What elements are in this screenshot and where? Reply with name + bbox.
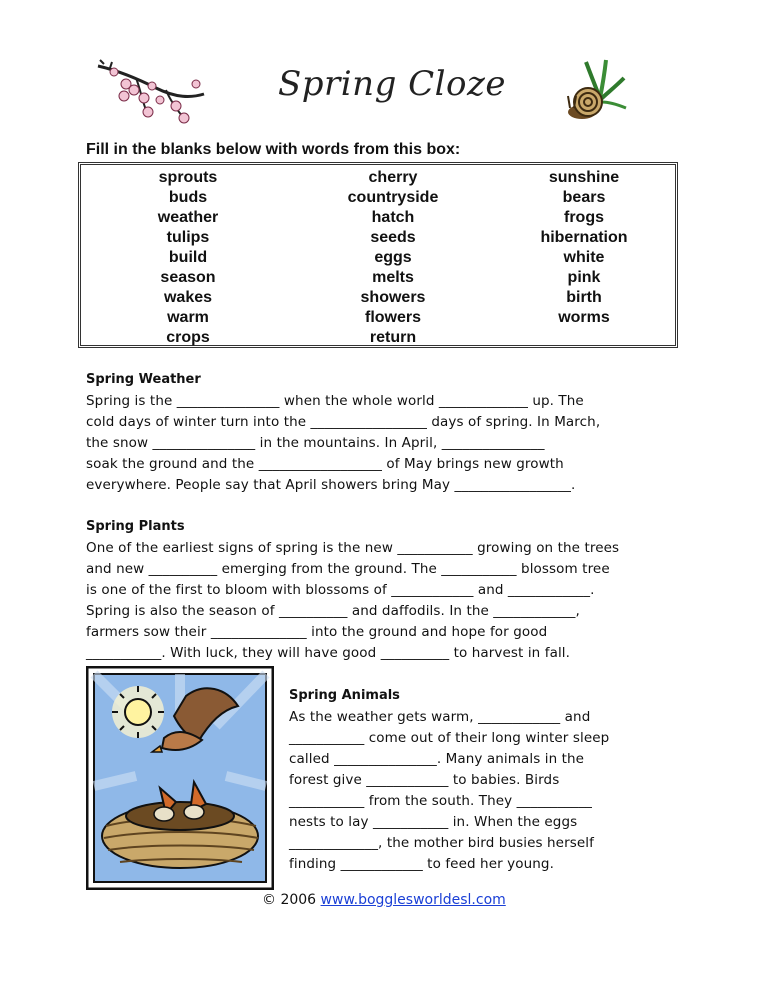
- text-line: finding ____________ to feed her young.: [289, 856, 554, 872]
- word: worms: [558, 309, 610, 326]
- text-line: cold days of winter turn into the _________________ days of spring. In March,: [86, 414, 601, 430]
- word-column-2: [298, 168, 488, 348]
- text-line: One of the earliest signs of spring is the new ___________ growing on the trees: [86, 540, 620, 556]
- instructions: Fill in the blanks below with words from this box:: [86, 141, 461, 158]
- page-title: Spring Cloze: [278, 64, 507, 104]
- text-line: ___________. With luck, they will have good __________ to harvest in fall.: [86, 645, 571, 661]
- text-line: nests to lay ___________ in. When the eggs: [289, 814, 578, 830]
- word: bears: [562, 189, 606, 206]
- text-line: ___________ come out of their long winter sleep: [289, 730, 610, 746]
- word: sunshine: [548, 169, 620, 186]
- word: weather: [157, 209, 219, 226]
- copyright-text: © 2006: [262, 892, 317, 908]
- word: frogs: [564, 209, 604, 226]
- text-line: soak the ground and the __________________ of May brings new growth: [86, 456, 564, 472]
- text-line: called _______________. Many animals in the: [289, 751, 585, 767]
- text-line: farmers sow their ______________ into the ground and hope for good: [86, 624, 548, 640]
- text-line: Spring is also the season of __________ and daffodils. In the ____________,: [86, 603, 580, 619]
- word: pink: [567, 269, 601, 286]
- word: eggs: [374, 249, 412, 266]
- section-heading-animals: Spring Animals: [289, 688, 400, 703]
- word: sprouts: [158, 169, 218, 186]
- word: countryside: [347, 189, 439, 206]
- word: crops: [166, 329, 210, 346]
- text-line: ___________ from the south. They ___________: [289, 793, 593, 809]
- word: hatch: [371, 209, 415, 226]
- text-line: _____________, the mother bird busies herself: [289, 835, 594, 851]
- word-column-1: [93, 168, 283, 348]
- word: season: [160, 269, 216, 286]
- word: hibernation: [540, 229, 628, 246]
- website-link[interactable]: www.bogglesworldesl.com: [320, 892, 506, 908]
- word: warm: [167, 309, 209, 326]
- paragraph-weather: [86, 391, 600, 496]
- word: cherry: [368, 169, 418, 186]
- word: wakes: [163, 289, 213, 306]
- word: tulips: [166, 229, 210, 246]
- footer: [262, 892, 506, 908]
- text-line: Spring is the _______________ when the whole world _____________ up. The: [86, 393, 584, 409]
- section-heading-plants: Spring Plants: [86, 519, 185, 534]
- word: build: [168, 249, 208, 266]
- word: buds: [168, 189, 208, 206]
- text-line: the snow _______________ in the mountains. In April, _______________: [86, 435, 545, 451]
- snail-illustration: [566, 58, 630, 124]
- word-column-3: [489, 168, 679, 328]
- text-line: and new __________ emerging from the ground. The ___________ blossom tree: [86, 561, 610, 577]
- text-line: everywhere. People say that April showers bring May _________________.: [86, 477, 576, 493]
- text-line: forest give ____________ to babies. Birds: [289, 772, 560, 788]
- word: seeds: [370, 229, 416, 246]
- bird-nest-illustration: [86, 666, 274, 890]
- word: flowers: [364, 309, 421, 326]
- text-line: As the weather gets warm, ____________ and: [289, 709, 591, 725]
- word: showers: [360, 289, 426, 306]
- word: return: [369, 329, 417, 346]
- paragraph-animals: [289, 707, 609, 875]
- word-box: [78, 162, 678, 348]
- word: white: [563, 249, 605, 266]
- text-line: is one of the first to bloom with blossoms of ____________ and ____________.: [86, 582, 595, 598]
- cherry-blossom-illustration: [96, 58, 208, 126]
- word: melts: [372, 269, 414, 286]
- paragraph-plants: [86, 538, 619, 664]
- section-heading-weather: Spring Weather: [86, 372, 201, 387]
- word: birth: [566, 289, 602, 306]
